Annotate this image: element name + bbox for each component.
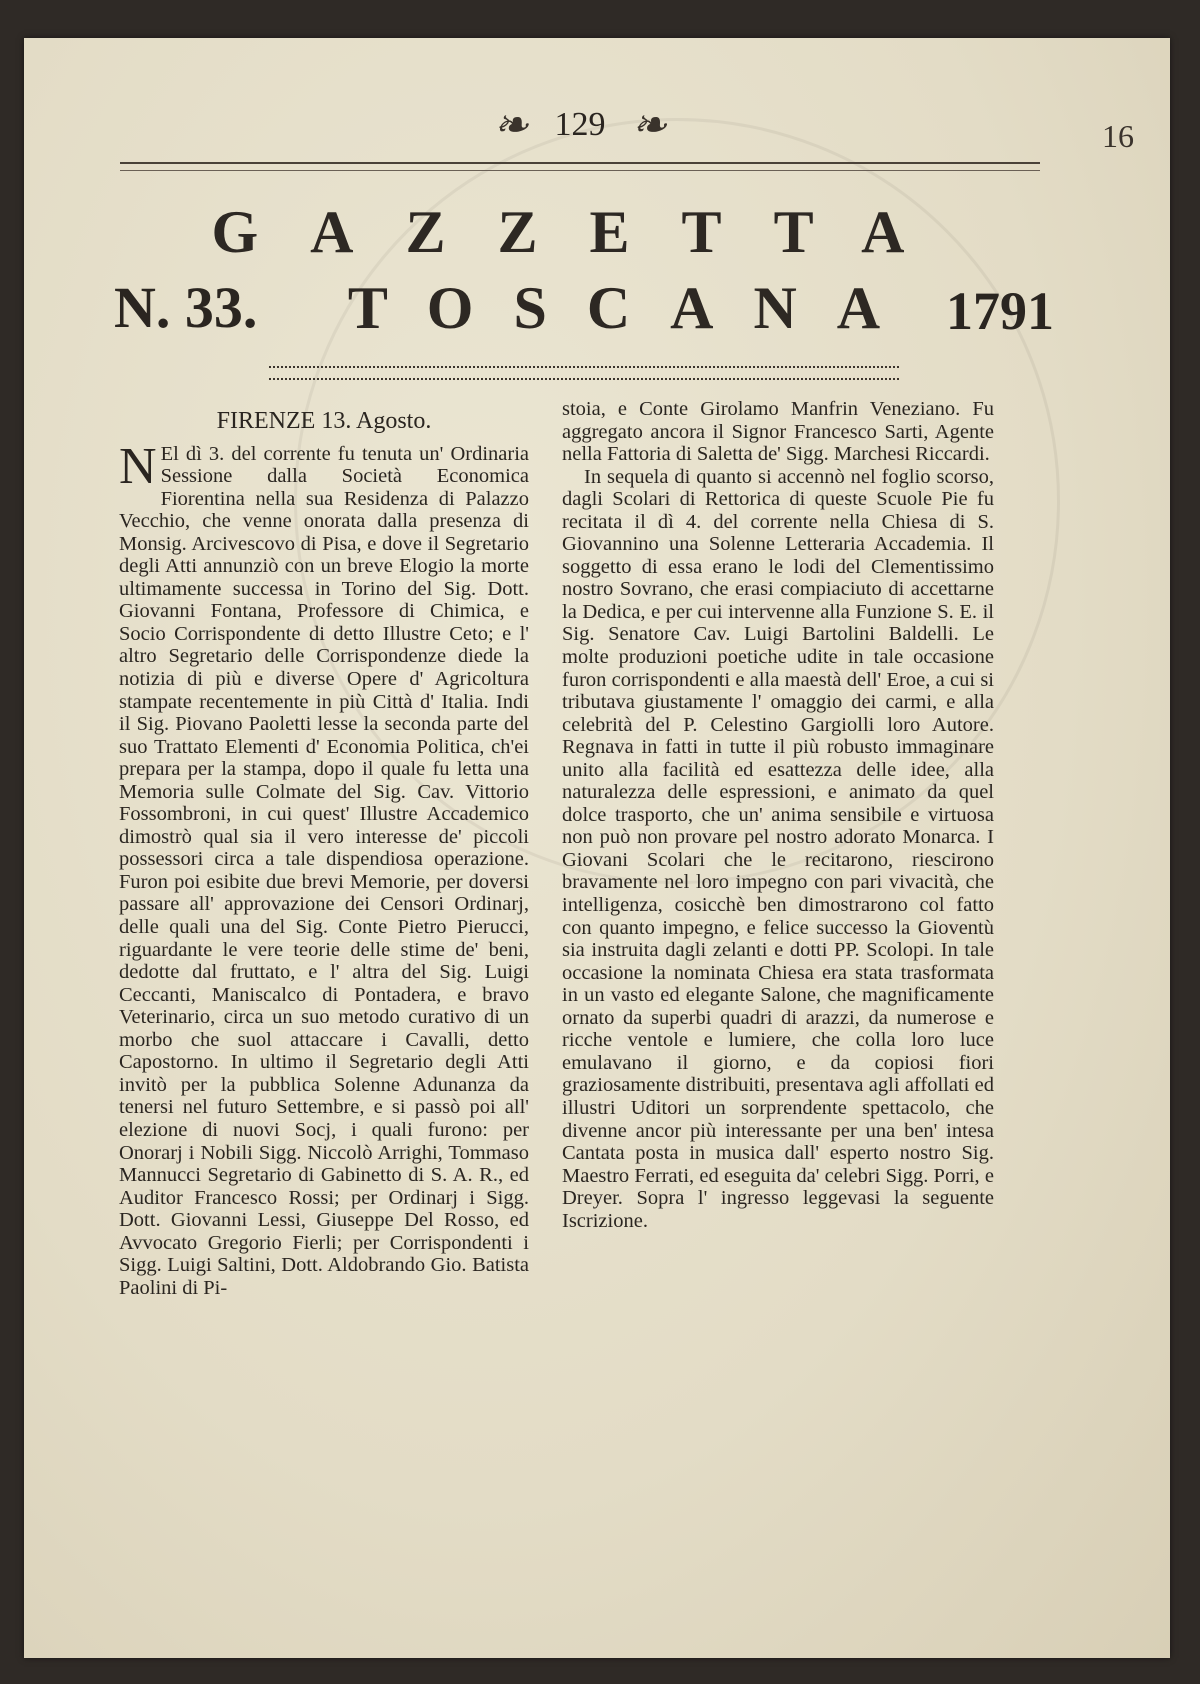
article-column-left — [119, 410, 529, 1299]
article-paragraph-continued: stoia, e Conte Girolamo Manfrin Veneziano. Fu aggregato ancora il Signor Francesco Sarti, Agente nella Fattoria di Saletta de' Sigg. Marchesi Riccardi. — [562, 398, 994, 466]
page-header — [120, 100, 1040, 160]
newspaper-page — [24, 38, 1170, 1658]
article-column-right — [562, 398, 994, 1232]
drop-cap: N — [119, 437, 157, 495]
ornamental-divider — [269, 366, 899, 380]
issue-year: 1791 — [946, 281, 1054, 341]
issue-number: N. 33. — [114, 275, 258, 340]
masthead-title-toscana: TOSCANA — [347, 275, 921, 341]
masthead-row — [114, 270, 1054, 350]
ornament-right-icon: ❧ — [631, 103, 667, 149]
sheet-number: 16 — [1102, 118, 1134, 154]
page-number: 129 — [554, 106, 606, 143]
article-paragraph — [119, 437, 529, 1300]
ornament-left-icon: ❧ — [493, 103, 529, 149]
article-paragraph-accademia: In sequela di quanto si accennò nel foglio scorso, dagli Scolari di Rettorica di queste Scuole Pie fu recitata il dì 4. del corrente nella Chiesa di S. Giovannino una Solenne Letteraria Accademia. Il soggetto di essa erano le lodi del Clementissimo nostro Sovrano, che erasi compiaciuto di accettarne la Dedica, e per cui intervenne alla Funzione S. E. il Sig. Senatore Cav. Luigi Bartolini Baldelli. Le molte produzioni poetiche udite in tale occasione furon corrispondenti e alla maestà dell' Eroe, a cui si tributava giustamente l' omaggio dei carmi, e alla celebrità del P. Celestino Gargiolli loro Autore. Regnava in fatti in tutte il più robusto immaginare unito alla facilità ed esattezza delle idee, alla naturalezza delle espressioni, e animato da quel dolce trasporto, che un' anima sensibile e virtuosa non può non provare pel nostro adorato Monarca. I Giovani Scolari che le recitarono, riescirono bravamente nel loro impegno con pari vivacità, che intelligenza, cosicchè ben dimostrarono col fatto con quanto impegno, e felice successo la Gioventù sia instruita dagli zelanti e dotti PP. Scolopi. In tale occasione la nominata Chiesa era stata trasformata in un vasto ed elegante Salone, che magnificamente ornato da superbi quadri di arazzi, da numerose e ricche ventole e lumiere, che colla loro luce emulavano il giorno, e da copiosi fiori graziosamente distribuiti, presentava agli affollati ed illustri Uditori un sorprendente spettacolo, che divenne ancor più interessante per una ben' intesa Cantata posta in musica dall' esperto nostro Sig. Maestro Ferrati, ed eseguita da' celebri Sigg. Porri, e Dreyer. Sopra l' ingresso leggevasi la seguente Iscrizione. — [562, 465, 994, 1232]
article-text-left: El dì 3. del corrente fu tenuta un' Ordinaria Sessione dalla Società Economica Fiorentina nella sua Residenza di Palazzo Vecchio, che venne onorata dalla presenza di Monsig. Arcivescovo di Pisa, e dove il Segretario degli Atti annunziò con un breve Elogio la morte ultimamente successa in Torino del Sig. Dott. Giovanni Fontana, Professore di Chimica, e Socio Corrispondente di detto Illustre Ceto; e l' altro Segretario delle Corrispondenze diede la notizia di più e diverse Opere d' Agricoltura stampate recentemente in più Città d' Italia. Indi il Sig. Piovano Paoletti lesse la seconda parte del suo Trattato Elementi d' Economia Politica, ch'ei prepara per la stampa, dopo il quale fu letta una Memoria sulle Colmate del Sig. Cav. Vittorio Fossombroni, in cui quest' Illustre Accademico dimostrò qual sia il vero interesse de' piccoli possessori circa a tale dispendiosa operazione. Furon poi esibite due brevi Memorie, per doversi passare all' approvazione dei Censori Ordinarj, delle quali una del Sig. Conte Pietro Pierucci, riguardante le vere teorie delle stime de' beni, dedotte dal fruttato, e l' altra del Sig. Luigi Ceccanti, Maniscalco di Pontadera, e bravo Veterinario, circa un suo metodo curativo di un morbo che suol attaccare i Cavalli, detto Capostorno. In ultimo il Segretario degli Atti invitò per la pubblica Solenne Adunanza da tenersi nel futuro Settembre, e si passò poi all' elezione di nuovi Socj, i quali furono: per Onorarj i Nobili Sigg. Niccolò Arrighi, Tommaso Mannucci Segretario di Gabinetto di S. A. R., ed Auditor Francesco Rossi; per Ordinarj i Sigg. Dott. Giovanni Lessi, Giuseppe Del Rosso, ed Avvocato Gregorio Fierli; per Corrispondenti i Sigg. Luigi Saltini, Dott. Aldobrando Gio. Batista Paolini di Pi- — [119, 442, 529, 1299]
header-rule — [120, 162, 1040, 171]
masthead-title-gazzetta: GAZZETTA — [211, 199, 957, 265]
dateline: FIRENZE 13. Agosto. — [216, 408, 432, 434]
